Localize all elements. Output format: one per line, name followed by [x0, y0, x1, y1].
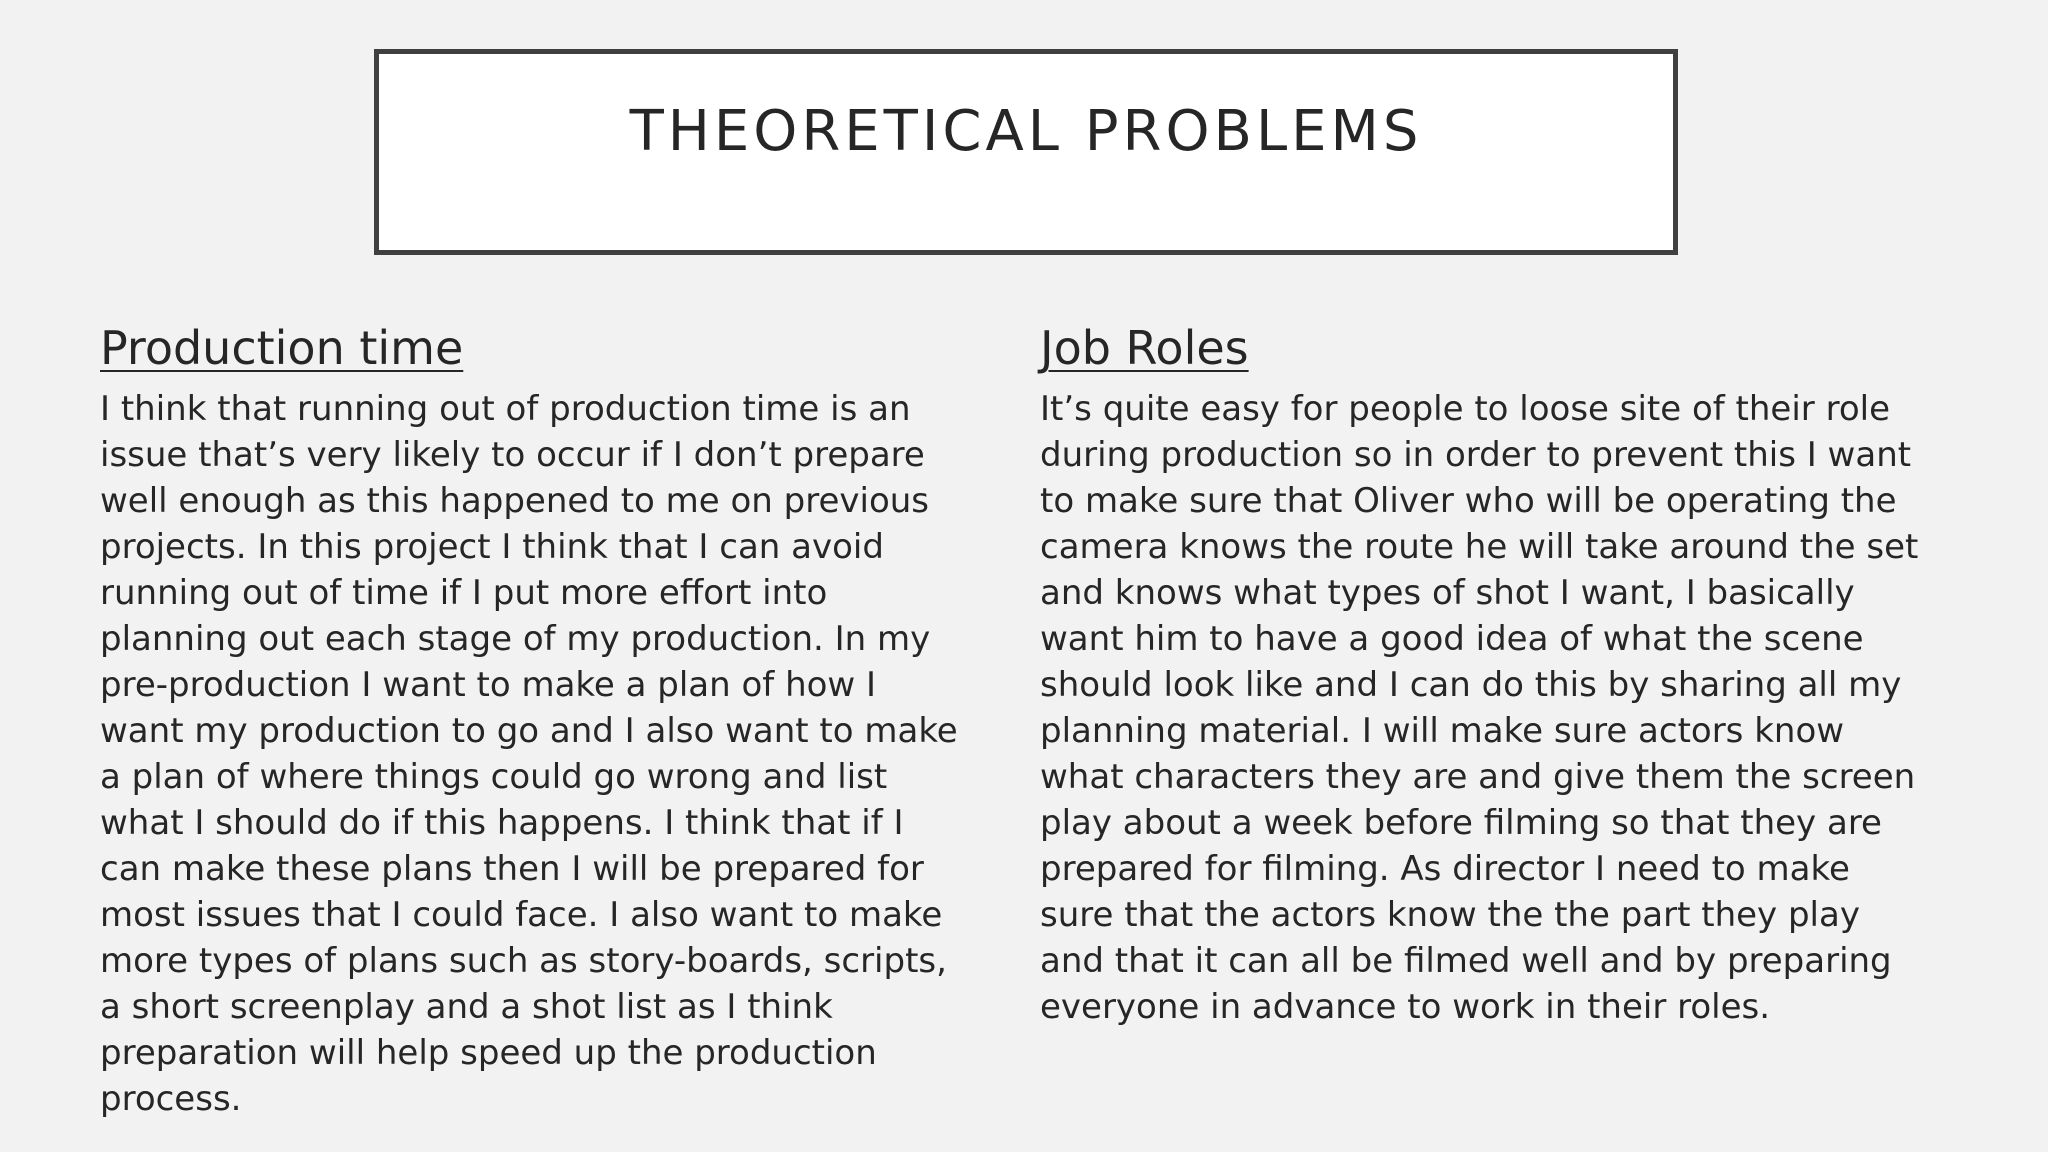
left-column-heading: Production time — [100, 321, 464, 375]
slide-title: THEORETICAL PROBLEMS — [629, 99, 1423, 164]
title-box — [374, 49, 1678, 255]
right-column-body: It’s quite easy for people to loose site of their role during production so in order to prevent this I want to make sure that Oliver who will be operating the camera knows the route he will take around the set and knows what types of shot I want, I basically want him to have a good idea of what the scene should look like and I can do this by sharing all my planning material. I will make sure actors know what characters they are and give them the screen play about a week before filming so that they are prepared for filming. As director I need to make sure that the actors know the the part they play and that it can all be filmed well and by preparing everyone in advance to work in their roles. — [1040, 389, 1919, 1027]
left-column-body: I think that running out of production time is an issue that’s very likely to occur if I don’t prepare well enough as this happened to me on previous projects. In this project I think that I can avoid running out of time if I put more effort into planning out each stage of my production. In my pre-production I want to make a plan of how I want my production to go and I also want to make a plan of where things could go wrong and list what I should do if this happens. I think that if I can make these plans then I will be prepared for most issues that I could face. I also want to make more types of plans such as story-boards, scripts, a short screenplay and a shot list as I think preparation will help speed up the production process. — [100, 389, 958, 1119]
left-column — [100, 318, 1000, 1122]
right-column — [1040, 318, 1940, 1030]
right-column-heading: Job Roles — [1040, 321, 1249, 375]
